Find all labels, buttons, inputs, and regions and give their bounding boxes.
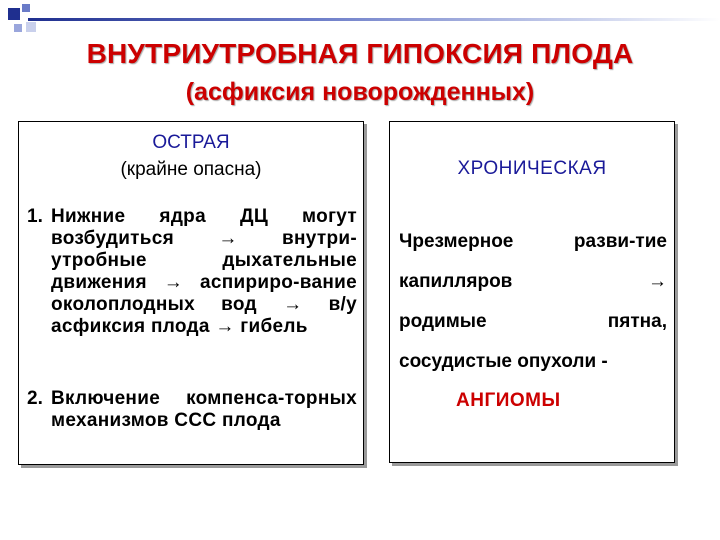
list-item [27, 206, 357, 338]
chronic-panel [389, 121, 675, 463]
list-item-text: Нижние ядра ДЦ могут возбудиться → внутри-утробные дыхательные движения → аспириро-вание околоплодных вод → в/у асфиксия плода → гибель [51, 206, 357, 337]
slide-subtitle: (асфиксия новорожденных) [185, 78, 535, 106]
slide-title: ВНУТРИУТРОБНАЯ ГИПОКСИЯ ПЛОДА [86, 38, 634, 69]
acute-panel [18, 121, 364, 465]
angioma-highlight: АНГИОМЫ [456, 390, 561, 411]
decorative-square [14, 24, 22, 32]
decorative-square [22, 4, 30, 12]
chronic-heading: ХРОНИЧЕСКАЯ [457, 158, 607, 179]
header-accent-bar [28, 18, 720, 21]
list-item-text: Включение компенса-торных механизмов ССС плода [51, 388, 357, 431]
decorative-square [8, 8, 20, 20]
chronic-description [399, 222, 667, 382]
chronic-line: сосудистые опухоли - [399, 351, 608, 372]
list-item-number: 2. [27, 388, 43, 409]
decorative-square [26, 22, 36, 32]
list-item [27, 388, 357, 432]
chronic-line: капилляров → [399, 271, 667, 292]
acute-heading: ОСТРАЯ [152, 132, 230, 153]
acute-note: (крайне опасна) [120, 159, 262, 180]
chronic-line: Чрезмерное разви-тие [399, 231, 667, 252]
chronic-line: родимые пятна, [399, 311, 667, 332]
list-item-number: 1. [27, 206, 43, 227]
